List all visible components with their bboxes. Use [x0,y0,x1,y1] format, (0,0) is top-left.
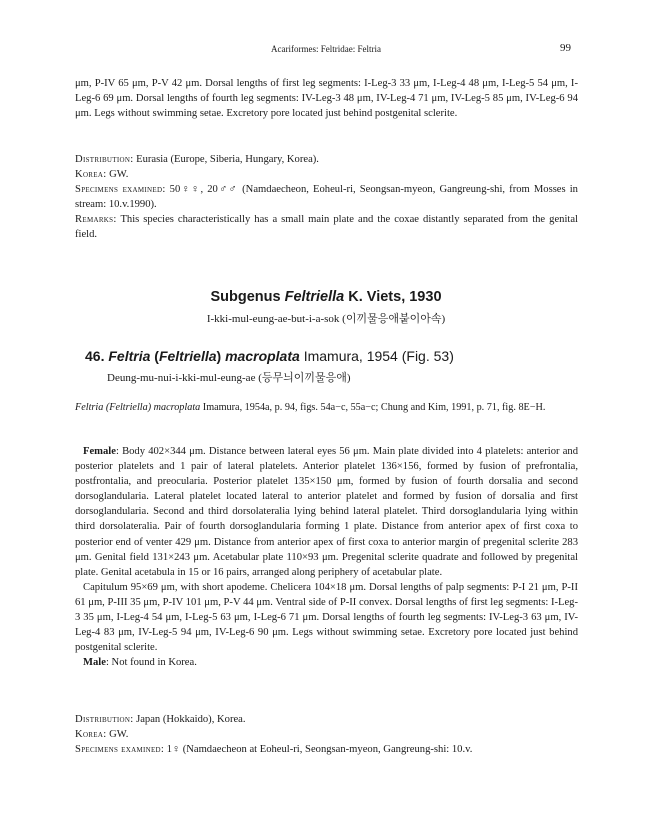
male-text: : Not found in Korea. [105,657,197,669]
specimens-label: Specimens examined: [75,184,166,196]
bottom-distribution-section [75,712,578,757]
citation-name: Feltria (Feltriella) macroplata [75,402,201,413]
species-korean-name: Deung-mu-nui-i-kki-mul-eung-ae (등무늬이끼물응애) [107,372,351,384]
korea-text: GW. [109,729,129,741]
distribution-label: Distribution: [75,714,134,725]
species-heading: 46. Feltria (Feltriella) macroplata Imamura, 1954 (Fig. 53) [85,348,454,364]
korea-label: Korea: [75,169,107,181]
subgenus-title [0,289,652,305]
running-header: Acariformes: Feltridae: Feltria [271,44,381,54]
subgenus-author: K. Viets, 1930 [348,289,442,305]
male-paragraph [75,655,578,670]
specimens-text: 50♀♀, 20♂♂ (Namdaecheon, Eoheul-ri, Seongsan-myeon, Gangreung-shi, from Mosses in stream: 10.v.1990). [75,184,578,211]
description-section [75,444,578,670]
species-genus: Feltria [108,348,151,364]
remarks-label: Remarks: [75,214,117,226]
subgenus-name: Feltriella [284,289,345,305]
species-subgenus: Feltriella [158,348,217,364]
female-paragraph [75,444,578,580]
female-label: Female [83,446,116,457]
distribution-text: Eurasia (Europe, Siberia, Hungary, Korea). [136,154,319,165]
korea-text: GW. [109,169,129,181]
top-paragraph [75,76,578,121]
distribution-line [75,152,578,167]
page-number: 99 [560,42,571,54]
synonymy-citation [75,400,578,415]
subgenus-prefix: Subgenus [210,289,281,305]
distribution-text: Japan (Hokkaido), Korea. [136,714,246,725]
distribution-label: Distribution: [75,154,134,165]
capitulum-paragraph: Capitulum 95×69 μm, with short apodeme. Chelicera 104×18 μm. Dorsal lengths of palp segments: P-I 21 μm, P-II 61 μm, P-III 35 μm, P-IV 101 μm, P-V 44 μm. Ventral side of P-II convex. Dorsal lengths of first leg segments: I-Leg-3 35 μm, I-Leg-4 54 μm, I-Leg-5 63 μm, I-Leg-6 71 μm. Dorsal lengths of fourth leg segments: IV-Leg-3 63 μm, IV-Leg-4 83 μm, IV-Leg-5 94 μm, IV-Leg-6 90 μm. Legs without swimming setae. Excretory pore located just behind postgenital sclerite. [75,581,578,654]
specimens-text: 1♀ (Namdaecheon at Eoheul-ri, Seongsan-myeon, Gangreung-shi: 10.v. [166,744,473,756]
specimens-line [75,182,578,212]
korea-label: Korea: [75,729,107,741]
citation-text: Imamura, 1954a, p. 94, figs. 54a−c, 55a−c; Chung and Kim, 1991, p. 71, fig. 8E−H. [202,402,546,413]
korea-line [75,167,578,182]
top-distribution-section [75,152,578,243]
distribution-line [75,712,578,727]
remarks-text: This species characteristically has a small main plate and the coxae distantly separated from the genital field. [75,214,578,241]
female-text: : Body 402×344 μm. Distance between lateral eyes 56 μm. Main plate divided into 4 platelets: anterior and posterior platelets and 1 pair of lateral platelets. Anterior platelet 136×156, formed by fusion of prefrontalia, postfrontalia, and preocularia. Posterior platelet 135×150 μm, formed by fusion of fourth dorsalia and second dorsoglandularia. Lateral platelet located lateral to anterior platelet and formed by fusion of dorsalia and first dorsoglandularia. Second and third dorsolateralia lying behind lateral platelet. Third dorsoglandularia lying within third dorsolateralia. Pair of fourth dorsoglandularia forming 1 plate. Distance from anterior apex of first coxa to posterior end of venter 429 μm. Distance from anterior apex of first coxa to anterior margin of pregenital sclerite 283 μm. Genital field 131×243 μm. Acetabular plate 110×93 μm. Pregenital sclerite quadrate and followed by pregenital plate. Genital acetabula in 15 or 16 pairs, arranged along periphery of acetabular plate. [75,446,578,578]
measurements-paragraph: μm, P-IV 65 μm, P-V 42 μm. Dorsal lengths of first leg segments: I-Leg-3 33 μm, I-Leg-4 48 μm, I-Leg-5 54 μm, I-Leg-6 69 μm. Dorsal lengths of fourth leg segments: IV-Leg-3 48 μm, IV-Leg-4 71 μm, IV-Leg-5 85 μm, IV-Leg-6 94 μm. Legs without swimming setae. Excretory pore located just behind postgenital sclerite. [75,78,578,120]
species-number: 46. [85,348,105,364]
remarks-line [75,212,578,242]
male-label: Male [83,657,106,669]
specimens-line [75,742,578,757]
korea-line [75,727,578,742]
species-author-fig: Imamura, 1954 (Fig. 53) [303,348,454,364]
specimens-label: Specimens examined: [75,744,165,756]
species-epithet: macroplata [225,348,300,364]
subgenus-korean-name: I-kki-mul-eung-ae-but-i-a-sok (이끼물응애붙이아속) [206,313,446,325]
